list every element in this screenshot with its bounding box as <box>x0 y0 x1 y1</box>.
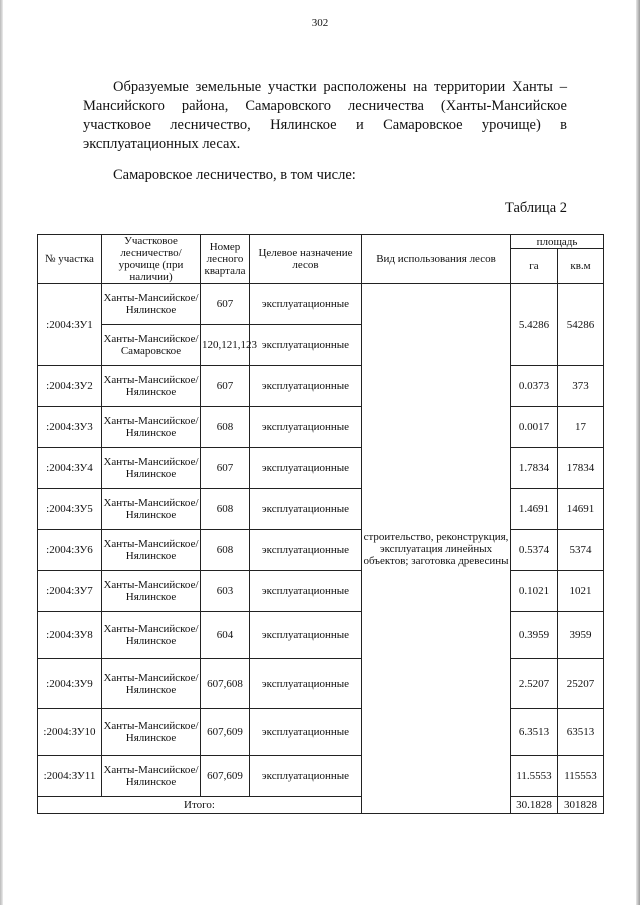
plot-quarter: 608 <box>201 407 250 448</box>
plot-number: :2004:ЗУ5 <box>38 489 102 530</box>
table-row <box>38 284 604 325</box>
plot-area-m2: 373 <box>558 366 604 407</box>
plot-area-ha: 0.5374 <box>511 530 558 571</box>
intro-paragraph: Образуемые земельные участки расположены на территории Ханты – Мансийского района, Самаровского лесничества (Ханты-Мансийское участковое лесничество, Нялинское и Самаровское урочище) в эксплуатационных лесах. <box>83 79 567 152</box>
plot-forestry: Ханты-Мансийское/Нялинское <box>102 612 201 659</box>
plot-number: :2004:ЗУ7 <box>38 571 102 612</box>
plot-purpose: эксплуатационные <box>250 530 362 571</box>
plot-number: :2004:ЗУ4 <box>38 448 102 489</box>
plot-forestry: Ханты-Мансийское/Нялинское <box>102 284 201 325</box>
header-area-m2: кв.м <box>558 249 604 284</box>
plot-forestry: Ханты-Мансийское/Нялинское <box>102 489 201 530</box>
plot-area-ha: 0.3959 <box>511 612 558 659</box>
plot-number: :2004:ЗУ6 <box>38 530 102 571</box>
plot-purpose: эксплуатационные <box>250 756 362 797</box>
plot-area-m2: 14691 <box>558 489 604 530</box>
total-area-m2: 301828 <box>558 797 604 814</box>
table-row <box>38 659 604 709</box>
plot-number: :2004:ЗУ11 <box>38 756 102 797</box>
table-row <box>38 530 604 571</box>
plot-quarter: 608 <box>201 530 250 571</box>
plot-area-ha: 5.4286 <box>511 284 558 366</box>
plot-forestry: Ханты-Мансийское/Нялинское <box>102 709 201 756</box>
plot-quarter: 607,609 <box>201 756 250 797</box>
header-plot-number: № участка <box>38 235 102 284</box>
plot-forestry: Ханты-Мансийское/Самаровское <box>102 325 201 366</box>
plot-forestry: Ханты-Мансийское/Нялинское <box>102 366 201 407</box>
plot-area-ha: 0.0017 <box>511 407 558 448</box>
plot-purpose: эксплуатационные <box>250 709 362 756</box>
plot-purpose: эксплуатационные <box>250 659 362 709</box>
header-area: площадь <box>511 235 604 249</box>
header-purpose: Целевое назначение лесов <box>250 235 362 284</box>
plot-quarter: 607 <box>201 284 250 325</box>
usage-type: строительство, реконструкция, эксплуатация линейных объектов; заготовка древесины <box>362 284 511 814</box>
plot-forestry: Ханты-Мансийское/Нялинское <box>102 571 201 612</box>
plot-area-m2: 17 <box>558 407 604 448</box>
plot-forestry: Ханты-Мансийское/Нялинское <box>102 659 201 709</box>
plot-quarter: 608 <box>201 489 250 530</box>
plot-number: :2004:ЗУ1 <box>38 284 102 366</box>
plot-area-m2: 25207 <box>558 659 604 709</box>
plot-quarter: 607 <box>201 448 250 489</box>
header-quarter: Номер лесного квартала <box>201 235 250 284</box>
plot-area-ha: 6.3513 <box>511 709 558 756</box>
table-row <box>38 571 604 612</box>
total-label: Итого: <box>38 797 362 814</box>
table-row <box>38 448 604 489</box>
plot-quarter: 604 <box>201 612 250 659</box>
plot-area-ha: 0.0373 <box>511 366 558 407</box>
plot-area-m2: 54286 <box>558 284 604 366</box>
plot-area-ha: 11.5553 <box>511 756 558 797</box>
plot-purpose: эксплуатационные <box>250 571 362 612</box>
land-plots-table <box>37 234 604 814</box>
total-row <box>38 797 604 814</box>
plot-purpose: эксплуатационные <box>250 284 362 325</box>
plot-purpose: эксплуатационные <box>250 448 362 489</box>
plot-area-m2: 3959 <box>558 612 604 659</box>
table-row <box>38 489 604 530</box>
plot-area-m2: 1021 <box>558 571 604 612</box>
page-edge-right <box>636 0 640 905</box>
plot-number: :2004:ЗУ8 <box>38 612 102 659</box>
plot-purpose: эксплуатационные <box>250 407 362 448</box>
plot-number: :2004:ЗУ2 <box>38 366 102 407</box>
plot-area-ha: 1.7834 <box>511 448 558 489</box>
header-usage: Вид использования лесов <box>362 235 511 284</box>
plot-quarter: 120,121,123 <box>201 325 250 366</box>
plot-purpose: эксплуатационные <box>250 366 362 407</box>
plot-forestry: Ханты-Мансийское/Нялинское <box>102 407 201 448</box>
header-area-ha: га <box>511 249 558 284</box>
header-forestry: Участковое лесничество/урочище (при наличии) <box>102 235 201 284</box>
plot-purpose: эксплуатационные <box>250 325 362 366</box>
plot-area-ha: 1.4691 <box>511 489 558 530</box>
table-caption: Таблица 2 <box>504 200 567 216</box>
plot-forestry: Ханты-Мансийское/Нялинское <box>102 448 201 489</box>
table-row <box>38 756 604 797</box>
plot-purpose: эксплуатационные <box>250 489 362 530</box>
plot-area-m2: 63513 <box>558 709 604 756</box>
forestry-paragraph: Самаровское лесничество, в том числе: <box>113 167 356 183</box>
plot-area-m2: 5374 <box>558 530 604 571</box>
plot-quarter: 607 <box>201 366 250 407</box>
page-number: 302 <box>311 17 329 29</box>
plot-area-ha: 2.5207 <box>511 659 558 709</box>
plot-number: :2004:ЗУ9 <box>38 659 102 709</box>
plot-forestry: Ханты-Мансийское/Нялинское <box>102 530 201 571</box>
total-area-ha: 30.1828 <box>511 797 558 814</box>
plot-number: :2004:ЗУ10 <box>38 709 102 756</box>
plot-quarter: 607,608 <box>201 659 250 709</box>
table-row <box>38 366 604 407</box>
plot-quarter: 607,609 <box>201 709 250 756</box>
plot-area-m2: 17834 <box>558 448 604 489</box>
plot-number: :2004:ЗУ3 <box>38 407 102 448</box>
plot-purpose: эксплуатационные <box>250 612 362 659</box>
plot-forestry: Ханты-Мансийское/Нялинское <box>102 756 201 797</box>
plot-area-m2: 115553 <box>558 756 604 797</box>
page-edge-left <box>0 0 3 905</box>
table-row <box>38 612 604 659</box>
table-row <box>38 709 604 756</box>
plot-quarter: 603 <box>201 571 250 612</box>
table-row <box>38 407 604 448</box>
plot-area-ha: 0.1021 <box>511 571 558 612</box>
